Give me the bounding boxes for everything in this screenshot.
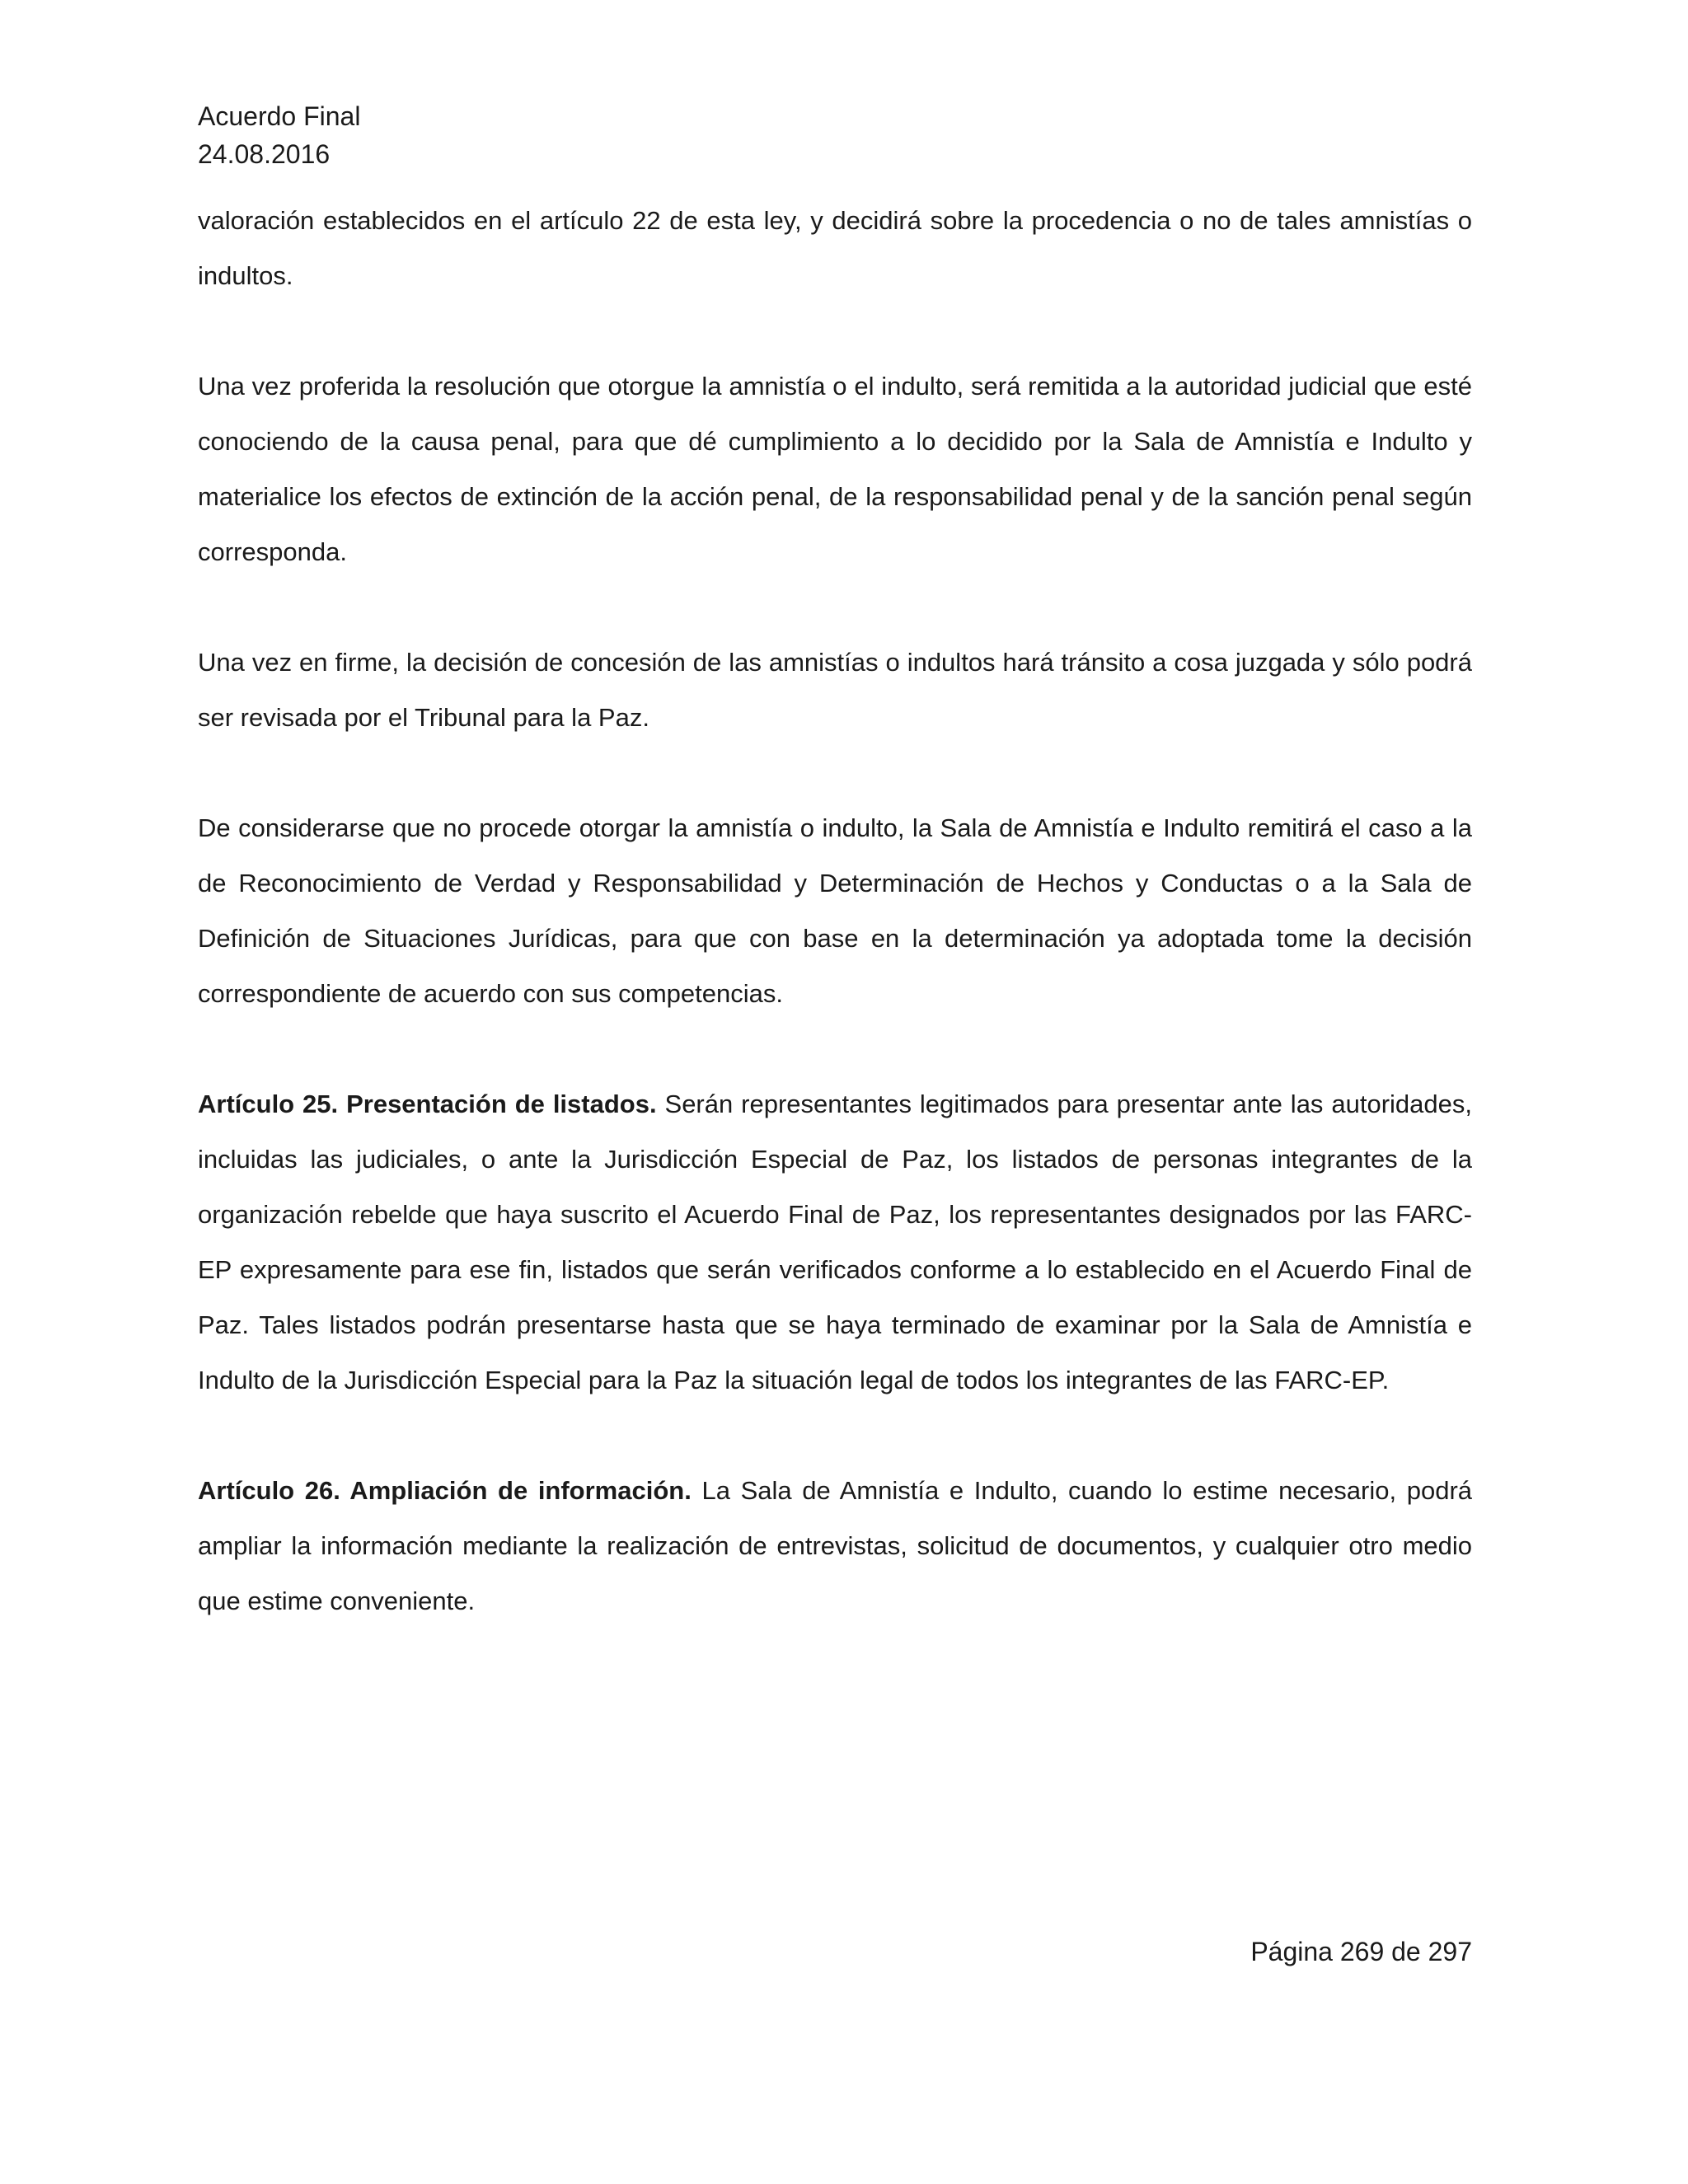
paragraph-3-text: Una vez en firme, la decisión de concesión de las amnistías o indultos hará tránsito a cosa juzgada y sólo podrá ser revisada por el Tribunal para la Paz. xyxy=(198,648,1472,732)
document-date: 24.08.2016 xyxy=(198,139,331,169)
article-25-paragraph xyxy=(198,1076,1472,1408)
article-26-paragraph xyxy=(198,1463,1472,1629)
paragraph-2 xyxy=(198,359,1472,579)
document-body xyxy=(198,193,1472,1684)
article-26-heading: Artículo 26. Ampliación de información. xyxy=(198,1476,692,1505)
paragraph-1-text: valoración establecidos en el artículo 22 de esta ley, y decidirá sobre la procedencia o no de tales amnistías o indultos. xyxy=(198,206,1472,290)
paragraph-3 xyxy=(198,635,1472,745)
document-title: Acuerdo Final xyxy=(198,101,361,131)
page-header xyxy=(198,97,360,173)
article-26-text: La Sala de Amnistía e Indulto, cuando lo estime necesario, podrá ampliar la información mediante la realización de entrevistas, solicitud de documentos, y cualquier otro medio que estime conveniente. xyxy=(198,1476,1473,1615)
article-25-heading: Artículo 25. Presentación de listados. xyxy=(198,1090,657,1118)
page-number: Página 269 de 297 xyxy=(1250,1937,1472,1966)
paragraph-4 xyxy=(198,800,1472,1021)
paragraph-1 xyxy=(198,193,1472,303)
paragraph-2-text: Una vez proferida la resolución que otorgue la amnistía o el indulto, será remitida a la autoridad judicial que esté conociendo de la causa penal, para que dé cumplimiento a lo decidido por la Sala de Amnistía e Indulto y materialice los efectos de extinción de la acción penal, de la responsabilidad penal y de la sanción penal según corresponda. xyxy=(198,372,1472,566)
paragraph-4-text: De considerarse que no procede otorgar la amnistía o indulto, la Sala de Amnistía e Indulto remitirá el caso a la de Reconocimiento de Verdad y Responsabilidad y Determinación de Hechos y Conductas o a la Sala de Definición de Situaciones Jurídicas, para que con base en la determinación ya adoptada tome la decisión correspondiente de acuerdo con sus competencias. xyxy=(198,813,1472,1008)
article-25-text: Serán representantes legitimados para presentar ante las autoridades, incluidas las judiciales, o ante la Jurisdicción Especial de Paz, los listados de personas integrantes de la organización rebelde que haya suscrito el Acuerdo Final de Paz, los representantes designados por las FARC-EP expresamente para ese fin, listados que serán verificados conforme a lo establecido en el Acuerdo Final de Paz. Tales listados podrán presentarse hasta que se haya terminado de examinar por la Sala de Amnistía e Indulto de la Jurisdicción Especial para la Paz la situación legal de todos los integrantes de las FARC-EP. xyxy=(198,1090,1472,1394)
